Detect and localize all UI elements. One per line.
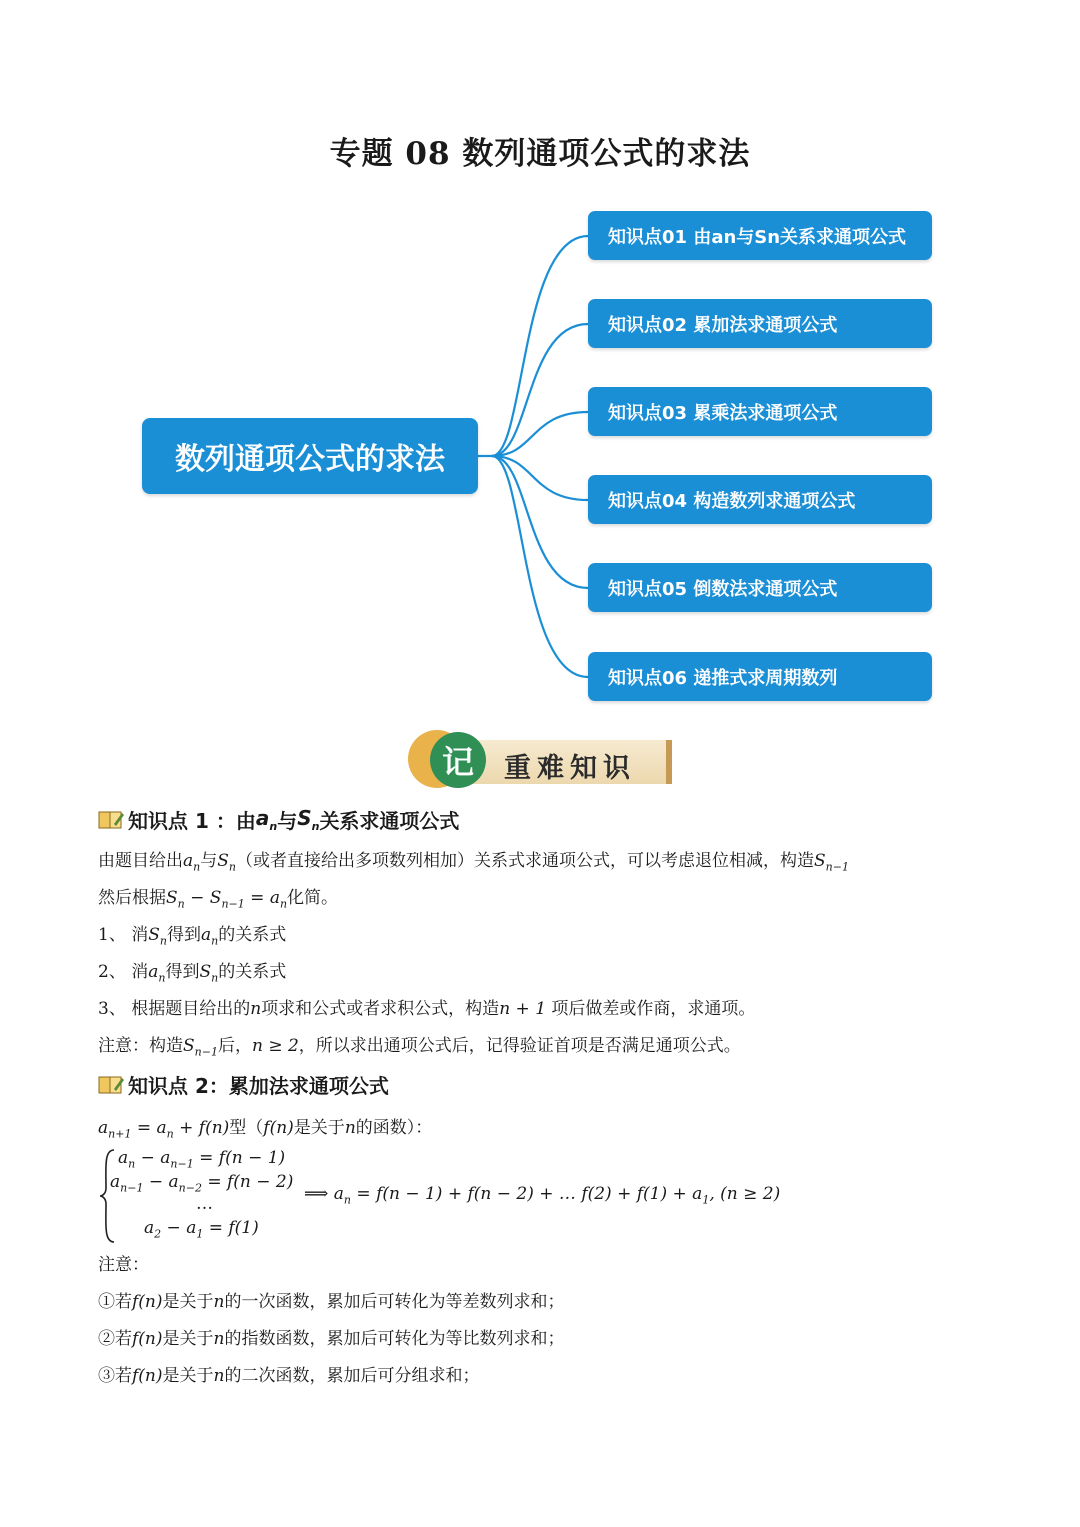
memo-badge-icon: 记 [430,732,486,788]
section2-heading-text: 知识点 2：累加法求通项公式 [128,1074,389,1098]
section2-note-1: ①若f(n)是关于n的一次函数，累加后可转化为等差数列求和； [98,1292,565,1312]
book-icon [98,810,124,830]
book-icon [98,1075,124,1095]
section2-note-3: ③若f(n)是关于n的二次函数，累加后可分组求和； [98,1366,480,1386]
section1-item-3: 3、 根据题目给出的n项求和公式或者求积公式，构造n + 1 项后做差或作商，求通项。 [98,999,756,1019]
section2-note-label: 注意： [98,1255,149,1275]
section2-intro: $a_{n+1} = a_n + f(n)$型（f(n)是关于n的函数）： [98,1118,433,1141]
section1-paragraph-1: 由题目给出$a_n$与$S_n$（或者直接给出多项数列相加）关系式求通项公式，可以考虑退位相减，构造$S_{n-1}$ [98,851,849,874]
section2-note-2: ②若f(n)是关于n的指数函数，累加后可转化为等比数列求和； [98,1329,565,1349]
mindmap-branch-03: 知识点03 累乘法求通项公式 [588,387,932,436]
system-eq-last: $a_2 - a_1 = f(1)$ [144,1218,259,1241]
system-eq-1: $a_n - a_{n-1} = f(n - 1)$ [118,1148,286,1171]
section1-item-2: 2、 消$a_n$得到$S_n$的关系式 [98,962,287,985]
section1-paragraph-2: 然后根据$S_n - S_{n-1} = a_n$化简。 [98,888,339,911]
mindmap-branch-04: 知识点04 构造数列求通项公式 [588,475,932,524]
mindmap-branch-06: 知识点06 递推式求周期数列 [588,652,932,701]
section1-item-1: 1、 消$S_n$得到$a_n$的关系式 [98,925,287,948]
section2-heading [98,1070,389,1099]
mindmap-branch-05: 知识点05 倒数法求通项公式 [588,563,932,612]
section1-heading-prefix: 知识点 1 ：由 [128,809,256,833]
left-brace [98,1148,118,1244]
mindmap-connectors [0,0,1080,720]
system-result: ⟹ $a_n = f(n - 1) + f(n - 2)$ + … $f(2) + f(1) + a_1$, (n ≥ 2) [304,1184,781,1207]
section1-note: 注意：构造$S_{n-1}$后，n ≥ 2，所以求出通项公式后，记得验证首项是否满足通项公式。 [98,1036,741,1059]
section1-heading-and: 与 [277,809,298,833]
section1-heading: 知识点 1 ：由 $a_n$ 与 $S_n$ 关系求通项公式 [98,805,459,834]
mindmap-branch-01: 知识点01 由an与Sn关系求通项公式 [588,211,932,260]
section1-heading-suffix: 关系求通项公式 [319,809,460,833]
accumulation-system [98,1146,818,1246]
system-eq-2: $a_{n-1} - a_{n-2} = f(n - 2)$ [110,1172,294,1195]
key-knowledge-banner [408,730,672,788]
banner-title: 重难知识 [504,753,636,784]
page-title: 专题 08 数列通项公式的求法 [329,136,751,172]
mindmap-root: 数列通项公式的求法 [142,418,478,494]
system-eq-ellipsis: … [196,1194,213,1214]
mindmap-branch-02: 知识点02 累加法求通项公式 [588,299,932,348]
